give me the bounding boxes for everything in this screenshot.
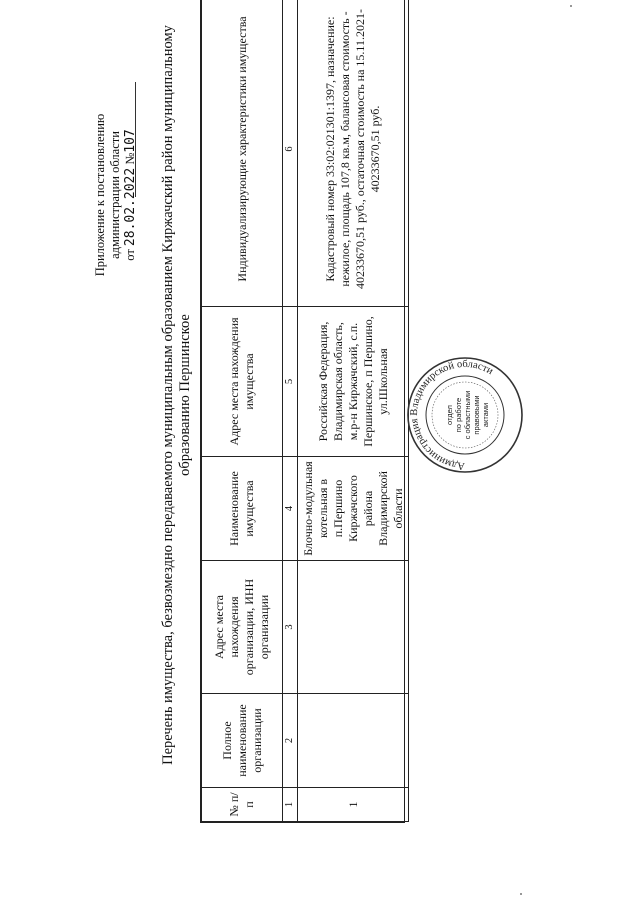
title-line-2: образованию Першинское	[177, 314, 193, 476]
appendix-line-1: Приложение к постановлению	[93, 113, 107, 277]
document-number: 107	[123, 129, 138, 153]
appendix-note	[93, 75, 138, 315]
stamp-outer-text: Администрация Владимирской области	[408, 358, 495, 472]
number-prefix: №	[123, 152, 137, 165]
header-cell-org-name: Полное наименование организации	[202, 694, 283, 788]
stamp-inner-line-1: отдел	[445, 405, 454, 425]
column-number: 4	[283, 457, 298, 561]
header-cell-number: № п/п	[202, 788, 283, 822]
column-number: 2	[283, 694, 298, 788]
column-number: 6	[283, 0, 298, 307]
scan-speck	[520, 893, 522, 895]
header-cell-property-name: Наименование имущества	[202, 457, 283, 561]
column-number: 3	[283, 561, 298, 694]
document-date: 28.02.2022	[123, 167, 138, 247]
page-title	[160, 0, 194, 805]
table-header-row	[202, 0, 283, 822]
cell-row-number: 1	[298, 788, 409, 822]
stamp-inner-line-2: по работе	[454, 397, 463, 433]
header-cell-property-address: Адрес места нахождения имущества	[202, 307, 283, 457]
property-table	[200, 0, 405, 823]
cell-characteristics: Кадастровый номер 33:02:021301:1397, назначение: нежилое, площадь 107,8 кв.м, балансовая стоимость - 40233670,51 руб., остаточная стоимость на 15.11.2021- 40233670,51 руб.	[298, 0, 409, 307]
column-number-row	[283, 0, 298, 822]
stamp-inner-line-3: с областными	[463, 390, 472, 440]
stamp-inner-line-5: актами	[481, 402, 490, 428]
cell-property-address: Российская Федерация, Владимирская область, м.р-н Киржачский, с.п. Першинское, п Першино, ул.Школьная	[298, 307, 409, 457]
header-cell-org-address: Адрес места нахождения организации, ИНН организации	[202, 561, 283, 694]
stamp-inner-line-4: правовыми	[472, 395, 481, 435]
cell-property-name: Блочно-модульная котельная в п.Першино Киржачского района Владимирской области	[298, 457, 409, 561]
official-seal-stamp	[405, 355, 525, 475]
cell-org-name	[298, 694, 409, 788]
header-cell-characteristics: Индивидуализирующие характеристики имущества	[202, 0, 283, 307]
date-prefix: от	[123, 249, 137, 261]
column-number: 1	[283, 788, 298, 822]
signature-underline	[135, 82, 136, 197]
cell-org-address	[298, 561, 409, 694]
scan-speck	[570, 5, 572, 7]
table-row	[298, 0, 409, 822]
appendix-line-2: администрации области	[108, 131, 122, 259]
title-line-1: Перечень имущества, безвозмездно передаваемого муниципальным образованием Киржачский район муниципальному	[160, 25, 176, 765]
column-number: 5	[283, 307, 298, 457]
